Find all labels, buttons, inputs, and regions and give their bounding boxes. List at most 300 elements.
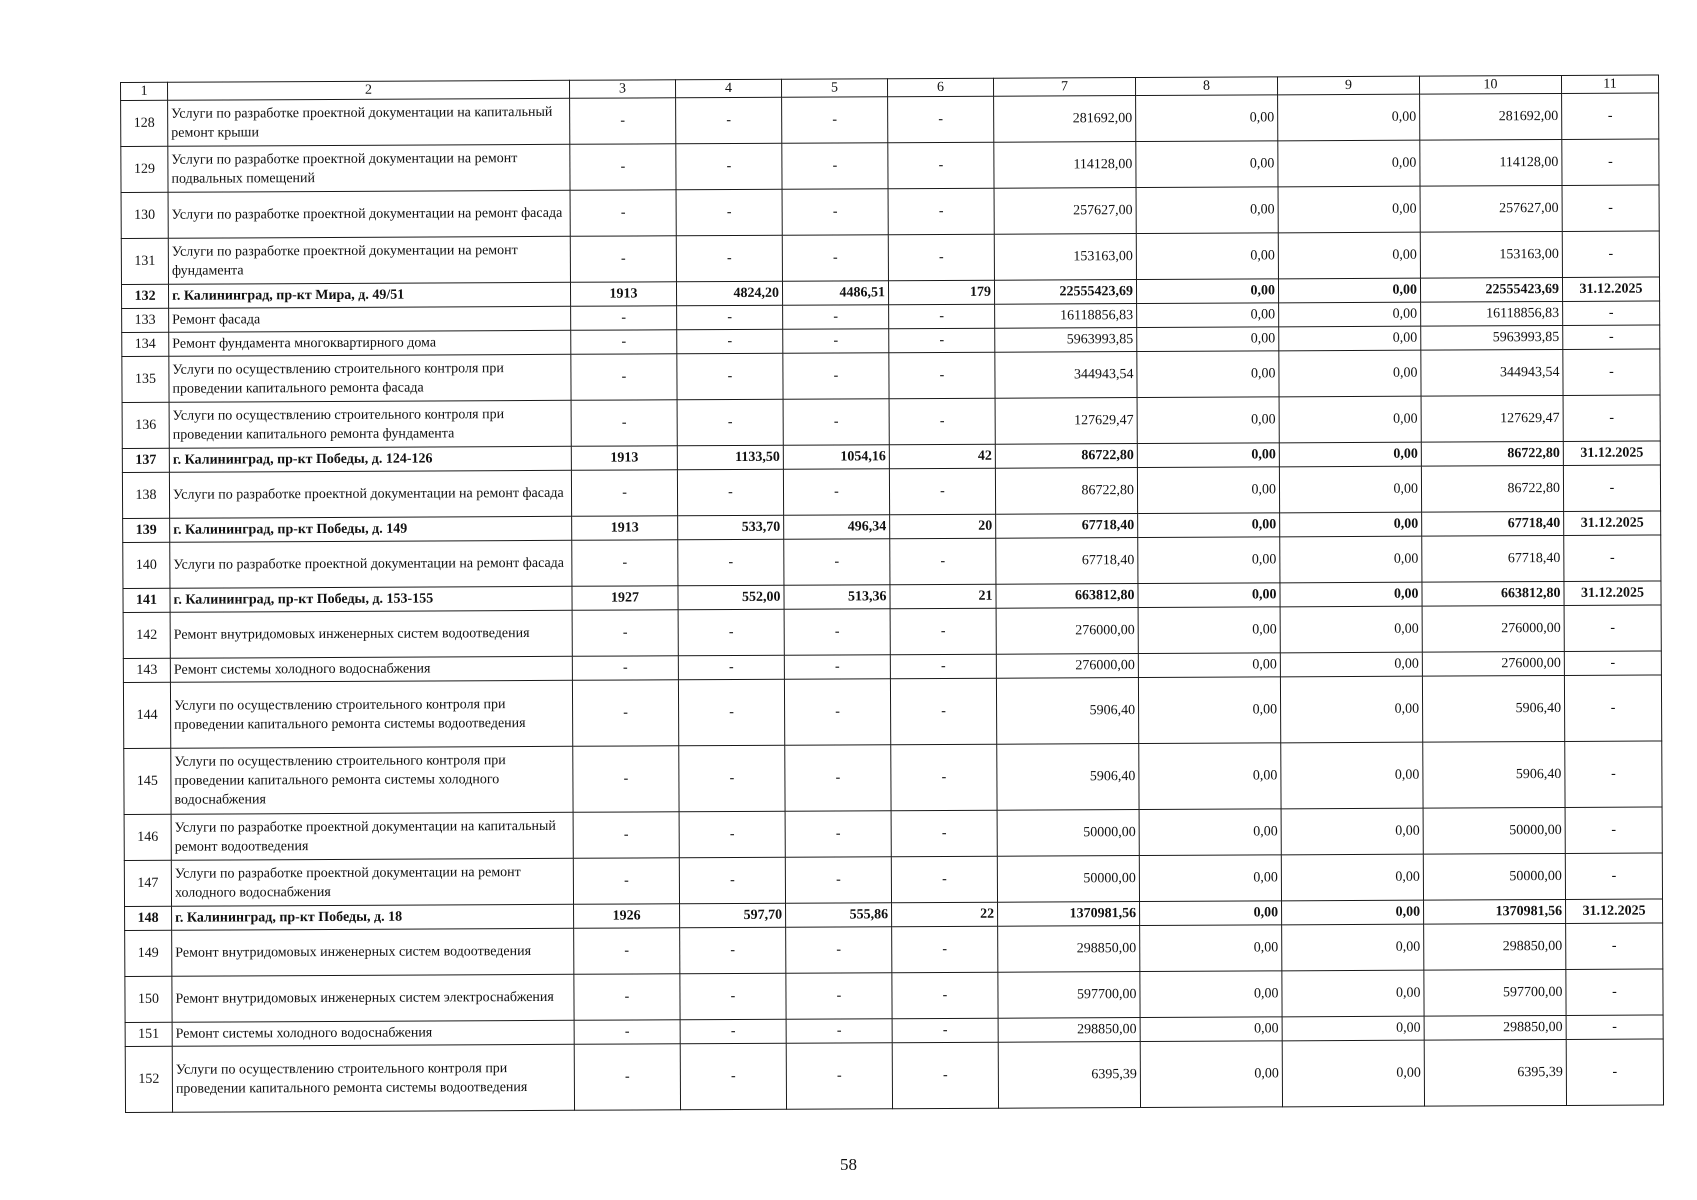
year-cell: - [570,236,676,283]
row-number-cell: 143 [123,658,170,682]
total-area-cell: - [676,235,782,282]
work-name-cell: Услуги по разработке проектной документации на капитальный ремонт водоотведения [171,812,573,860]
regional-funds-cell: 0,00 [1280,606,1422,653]
living-area-cell: 513,36 [784,585,890,610]
total-area-cell: - [678,609,784,656]
total-cost-cell: 50000,00 [997,856,1139,903]
total-cost-cell: 127629,47 [995,398,1137,445]
residents-cell: - [888,96,994,143]
work-name-cell: Услуги по разработке проектной документации на ремонт холодного водоснабжения [171,858,573,906]
total-cost-cell: 257627,00 [994,188,1136,235]
federal-funds-cell: 0,00 [1136,95,1278,142]
regional-funds-cell: 0,00 [1281,854,1423,901]
row-number-cell: 145 [124,748,171,814]
deadline-cell: 31.12.2025 [1562,277,1659,301]
residents-cell: - [890,654,996,679]
owner-funds-cell: 298850,00 [1424,1015,1566,1040]
residents-cell: - [889,304,995,329]
regional-funds-cell: 0,00 [1280,652,1422,677]
owner-funds-cell: 86722,80 [1421,441,1563,466]
total-area-cell: 552,00 [678,585,784,610]
owner-funds-cell: 257627,00 [1420,185,1562,232]
total-area-cell: 1133,50 [677,445,783,470]
row-number-cell: 150 [125,976,172,1022]
row-number-cell: 141 [123,588,170,612]
federal-funds-cell: 0,00 [1138,607,1280,654]
residents-cell: 179 [888,280,994,305]
table-row [121,93,1659,147]
owner-funds-cell: 5906,40 [1423,741,1565,808]
work-name-cell: Услуги по осуществлению строительного контроля при проведении капитального ремонта системы водоотведения [170,680,572,748]
row-number-cell: 146 [124,814,171,860]
living-area-cell: - [783,353,889,400]
living-area-cell: 1054,16 [783,445,889,470]
regional-funds-cell: 0,00 [1278,278,1420,303]
work-name-cell: Услуги по разработке проектной документации на ремонт фасада [168,190,570,238]
work-name-cell: г. Калининград, пр-кт Победы, д. 153-155 [170,586,572,612]
row-number-cell: 148 [125,906,172,930]
federal-funds-cell: 0,00 [1136,279,1278,304]
year-cell: - [571,400,677,447]
owner-funds-cell: 276000,00 [1422,651,1564,676]
work-name-cell: Ремонт внутридомовых инженерных систем водоотведения [172,928,574,976]
work-name-cell: Ремонт фасада [169,306,571,332]
residents-cell: - [888,234,994,281]
row-number-cell: 147 [124,860,171,906]
regional-funds-cell: 0,00 [1280,512,1422,537]
total-cost-cell: 597700,00 [998,972,1140,1019]
row-number-cell: 149 [125,930,172,976]
living-area-cell: - [785,857,891,904]
work-name-cell: Услуги по разработке проектной документации на ремонт подвальных помещений [168,144,570,192]
owner-funds-cell: 344943,54 [1421,349,1563,396]
owner-funds-cell: 16118856,83 [1421,301,1563,326]
total-area-cell: - [680,927,786,974]
residents-cell: - [889,352,995,399]
year-cell: - [571,306,677,331]
deadline-cell: - [1562,185,1659,231]
federal-funds-cell: 0,00 [1137,467,1279,514]
year-cell: - [571,354,677,401]
owner-funds-cell: 50000,00 [1423,807,1565,854]
column-header: 11 [1561,75,1658,93]
living-area-cell: 4486,51 [782,281,888,306]
federal-funds-cell: 0,00 [1137,443,1279,468]
year-cell: - [574,1020,680,1045]
owner-funds-cell: 5906,40 [1422,675,1564,742]
page-number: 58 [840,1155,857,1174]
total-cost-cell: 6395,39 [998,1042,1140,1109]
regional-funds-cell: 0,00 [1281,742,1423,809]
work-name-cell: Услуги по разработке проектной документации на ремонт фасада [169,470,571,518]
federal-funds-cell: 0,00 [1137,327,1279,352]
total-area-cell: 533,70 [678,515,784,540]
deadline-cell: 31.12.2025 [1564,581,1661,605]
total-area-cell: - [676,189,782,236]
owner-funds-cell: 1370981,56 [1424,899,1566,924]
deadline-cell: 31.12.2025 [1564,511,1661,535]
year-cell: - [571,470,677,517]
living-area-cell: - [783,305,889,330]
total-area-cell: - [678,539,784,586]
residents-cell: 22 [892,902,998,927]
column-header: 5 [781,79,887,98]
row-number-cell: 139 [123,518,170,542]
deadline-cell: - [1562,139,1659,185]
living-area-cell: - [786,1019,892,1044]
owner-funds-cell: 597700,00 [1424,969,1566,1016]
table-row [125,969,1663,1023]
table-row [122,465,1660,519]
year-cell: 1927 [572,586,678,611]
work-name-cell: г. Калининград, пр-кт Победы, д. 18 [172,904,574,930]
regional-funds-cell: 0,00 [1279,350,1421,397]
total-area-cell: 4824,20 [676,281,782,306]
residents-cell: - [889,328,995,353]
federal-funds-cell: 0,00 [1138,513,1280,538]
federal-funds-cell: 0,00 [1137,303,1279,328]
living-area-cell: - [782,143,888,190]
federal-funds-cell: 0,00 [1138,537,1280,584]
regional-funds-cell: 0,00 [1278,94,1420,141]
deadline-cell: - [1563,325,1660,349]
residents-cell: - [892,1018,998,1043]
owner-funds-cell: 6395,39 [1424,1039,1566,1106]
year-cell: - [572,540,678,587]
year-cell: - [571,330,677,355]
year-cell: - [573,746,679,813]
row-number-cell: 151 [125,1022,172,1046]
regional-funds-cell: 0,00 [1282,970,1424,1017]
year-cell: 1926 [574,904,680,929]
owner-funds-cell: 153163,00 [1420,231,1562,278]
regional-funds-cell: 0,00 [1279,442,1421,467]
federal-funds-cell: 0,00 [1139,855,1281,902]
table-row [121,231,1659,285]
deadline-cell: - [1563,395,1660,441]
deadline-cell: - [1565,741,1662,807]
total-cost-cell: 344943,54 [995,352,1137,399]
table-row [125,1039,1663,1113]
total-area-cell: - [680,1019,786,1044]
living-area-cell: - [783,469,889,516]
year-cell: - [573,812,679,859]
work-name-cell: г. Калининград, пр-кт Мира, д. 49/51 [168,282,570,308]
deadline-cell: 31.12.2025 [1563,441,1660,465]
living-area-cell: - [786,1043,892,1110]
federal-funds-cell: 0,00 [1139,809,1281,856]
total-area-cell: - [676,97,782,144]
deadline-cell: - [1565,853,1662,899]
year-cell: - [572,656,678,681]
total-area-cell: - [680,973,786,1020]
regional-funds-cell: 0,00 [1280,582,1422,607]
total-cost-cell: 153163,00 [994,234,1136,281]
table-row [122,395,1660,449]
total-cost-cell: 5906,40 [997,744,1139,811]
regional-funds-cell: 0,00 [1280,536,1422,583]
living-area-cell: - [783,399,889,446]
table-row [121,185,1659,239]
deadline-cell: 31.12.2025 [1566,899,1663,923]
row-number-cell: 131 [121,238,168,284]
residents-cell: - [891,810,997,857]
row-number-cell: 130 [121,192,168,238]
regional-funds-cell: 0,00 [1280,676,1422,743]
residents-cell: - [889,398,995,445]
column-header: 10 [1419,75,1561,94]
year-cell: 1913 [571,446,677,471]
total-area-cell: - [677,469,783,516]
year-cell: - [574,928,680,975]
work-name-cell: г. Калининград, пр-кт Победы, д. 124-126 [169,446,571,472]
deadline-cell: - [1563,349,1660,395]
row-number-cell: 142 [123,612,170,658]
regional-funds-cell: 0,00 [1279,302,1421,327]
living-area-cell: - [783,329,889,354]
row-number-cell: 128 [121,100,168,146]
owner-funds-cell: 276000,00 [1422,605,1564,652]
federal-funds-cell: 0,00 [1140,971,1282,1018]
residents-cell: - [888,142,994,189]
total-cost-cell: 50000,00 [997,810,1139,857]
living-area-cell: - [782,235,888,282]
row-number-cell: 144 [123,682,170,748]
owner-funds-cell: 5963993,85 [1421,325,1563,350]
living-area-cell: - [782,97,888,144]
work-name-cell: Услуги по осуществлению строительного контроля при проведении капитального ремонта фасада [169,354,571,402]
living-area-cell: - [784,539,890,586]
column-header: 1 [121,82,168,100]
year-cell: - [573,858,679,905]
regional-funds-cell: 0,00 [1279,466,1421,513]
column-header: 4 [675,79,781,98]
work-name-cell: Услуги по осуществлению строительного контроля при проведении капитального ремонта системы водоотведения [172,1044,574,1112]
row-number-cell: 133 [122,308,169,332]
deadline-cell: - [1564,605,1661,651]
owner-funds-cell: 67718,40 [1422,535,1564,582]
table-row [123,675,1661,749]
total-cost-cell: 114128,00 [994,142,1136,189]
residents-cell: - [892,926,998,973]
year-cell: - [570,190,676,237]
residents-cell: - [892,1042,998,1109]
year-cell: - [572,610,678,657]
regional-funds-cell: 0,00 [1281,808,1423,855]
residents-cell: - [890,678,996,745]
regional-funds-cell: 0,00 [1279,326,1421,351]
row-number-cell: 138 [122,472,169,518]
table-row [125,923,1663,977]
row-number-cell: 136 [122,402,169,448]
federal-funds-cell: 0,00 [1137,351,1279,398]
deadline-cell: - [1564,535,1661,581]
regional-funds-cell: 0,00 [1278,232,1420,279]
column-header: 9 [1277,76,1419,95]
column-header: 2 [168,80,570,100]
work-name-cell: Услуги по разработке проектной документации на капитальный ремонт крыши [168,98,570,146]
work-name-cell: г. Калининград, пр-кт Победы, д. 149 [170,516,572,542]
living-area-cell: - [786,973,892,1020]
residents-cell: 20 [890,514,996,539]
residents-cell: 42 [889,444,995,469]
living-area-cell: - [784,609,890,656]
total-area-cell: - [680,1043,786,1110]
column-header: 3 [569,80,675,99]
table-row [124,853,1662,907]
owner-funds-cell: 86722,80 [1421,465,1563,512]
total-area-cell: - [679,811,785,858]
regional-funds-cell: 0,00 [1282,1016,1424,1041]
row-number-cell: 132 [121,284,168,308]
table-row [121,139,1659,193]
residents-cell: - [888,188,994,235]
repair-plan-table [120,74,1664,1113]
deadline-cell: - [1563,301,1660,325]
living-area-cell: - [784,679,890,746]
federal-funds-cell: 0,00 [1140,1017,1282,1042]
federal-funds-cell: 0,00 [1136,141,1278,188]
total-cost-cell: 67718,40 [996,514,1138,539]
federal-funds-cell: 0,00 [1138,653,1280,678]
total-cost-cell: 1370981,56 [998,902,1140,927]
year-cell: - [570,144,676,191]
total-cost-cell: 5963993,85 [995,328,1137,353]
total-cost-cell: 67718,40 [996,538,1138,585]
federal-funds-cell: 0,00 [1138,583,1280,608]
owner-funds-cell: 50000,00 [1423,853,1565,900]
owner-funds-cell: 298850,00 [1424,923,1566,970]
federal-funds-cell: 0,00 [1139,743,1281,810]
total-cost-cell: 22555423,69 [994,280,1136,305]
federal-funds-cell: 0,00 [1140,925,1282,972]
table-row [123,535,1661,589]
federal-funds-cell: 0,00 [1138,677,1280,744]
row-number-cell: 137 [122,448,169,472]
deadline-cell: - [1565,807,1662,853]
owner-funds-cell: 127629,47 [1421,395,1563,442]
total-cost-cell: 276000,00 [996,654,1138,679]
residents-cell: - [890,608,996,655]
federal-funds-cell: 0,00 [1137,397,1279,444]
residents-cell: - [891,856,997,903]
deadline-cell: - [1564,651,1661,675]
regional-funds-cell: 0,00 [1278,140,1420,187]
residents-cell: - [891,744,997,811]
column-header: 8 [1135,77,1277,96]
work-name-cell: Ремонт системы холодного водоснабжения [170,656,572,682]
living-area-cell: - [785,745,891,812]
total-area-cell: - [676,143,782,190]
total-area-cell: - [678,679,784,746]
work-name-cell: Ремонт внутридомовых инженерных систем водоотведения [170,610,572,658]
owner-funds-cell: 281692,00 [1420,93,1562,140]
year-cell: - [570,98,676,145]
total-cost-cell: 5906,40 [996,678,1138,745]
deadline-cell: - [1564,675,1661,741]
living-area-cell: - [786,927,892,974]
federal-funds-cell: 0,00 [1140,1041,1282,1108]
residents-cell: - [889,468,995,515]
residents-cell: - [892,972,998,1019]
work-name-cell: Услуги по осуществлению строительного контроля при проведении капитального ремонта системы холодного водоснабжения [171,746,573,814]
work-name-cell: Ремонт системы холодного водоснабжения [172,1020,574,1046]
federal-funds-cell: 0,00 [1136,187,1278,234]
row-number-cell: 129 [121,146,168,192]
year-cell: 1913 [572,516,678,541]
work-name-cell: Ремонт внутридомовых инженерных систем электроснабжения [172,974,574,1022]
regional-funds-cell: 0,00 [1279,396,1421,443]
row-number-cell: 152 [125,1046,172,1112]
table-body [121,93,1664,1113]
work-name-cell: Услуги по разработке проектной документации на ремонт фасада [170,540,572,588]
living-area-cell: - [782,189,888,236]
column-header: 7 [993,78,1135,97]
table-row [122,349,1660,403]
total-cost-cell: 16118856,83 [995,304,1137,329]
deadline-cell: - [1563,465,1660,511]
table-row [123,605,1661,659]
total-area-cell: - [677,305,783,330]
total-cost-cell: 298850,00 [998,1018,1140,1043]
owner-funds-cell: 114128,00 [1420,139,1562,186]
table-row [124,741,1662,815]
column-header: 6 [887,78,993,97]
total-area-cell: - [677,399,783,446]
living-area-cell: 496,34 [784,515,890,540]
deadline-cell: - [1566,969,1663,1015]
regional-funds-cell: 0,00 [1282,924,1424,971]
regional-funds-cell: 0,00 [1282,900,1424,925]
year-cell: - [572,680,678,747]
total-cost-cell: 86722,80 [995,444,1137,469]
owner-funds-cell: 663812,80 [1422,581,1564,606]
deadline-cell: - [1566,1039,1663,1105]
total-area-cell: - [679,745,785,812]
total-area-cell: 597,70 [680,903,786,928]
total-area-cell: - [678,655,784,680]
total-area-cell: - [679,857,785,904]
living-area-cell: - [785,811,891,858]
row-number-cell: 134 [122,332,169,356]
total-area-cell: - [677,353,783,400]
deadline-cell: - [1566,1015,1663,1039]
deadline-cell: - [1566,923,1663,969]
total-area-cell: - [677,329,783,354]
work-name-cell: Услуги по осуществлению строительного контроля при проведении капитального ремонта фундамента [169,400,571,448]
living-area-cell: - [784,655,890,680]
owner-funds-cell: 67718,40 [1422,511,1564,536]
living-area-cell: 555,86 [786,903,892,928]
work-name-cell: Услуги по разработке проектной документации на ремонт фундамента [168,236,570,284]
residents-cell: 21 [890,584,996,609]
year-cell: 1913 [570,282,676,307]
total-cost-cell: 298850,00 [998,926,1140,973]
deadline-cell: - [1562,93,1659,139]
row-number-cell: 135 [122,356,169,402]
owner-funds-cell: 22555423,69 [1420,277,1562,302]
total-cost-cell: 663812,80 [996,584,1138,609]
table-row [124,807,1662,861]
federal-funds-cell: 0,00 [1140,901,1282,926]
deadline-cell: - [1562,231,1659,277]
residents-cell: - [890,538,996,585]
total-cost-cell: 281692,00 [994,96,1136,143]
row-number-cell: 140 [123,542,170,588]
year-cell: - [574,974,680,1021]
federal-funds-cell: 0,00 [1136,233,1278,280]
total-cost-cell: 276000,00 [996,608,1138,655]
